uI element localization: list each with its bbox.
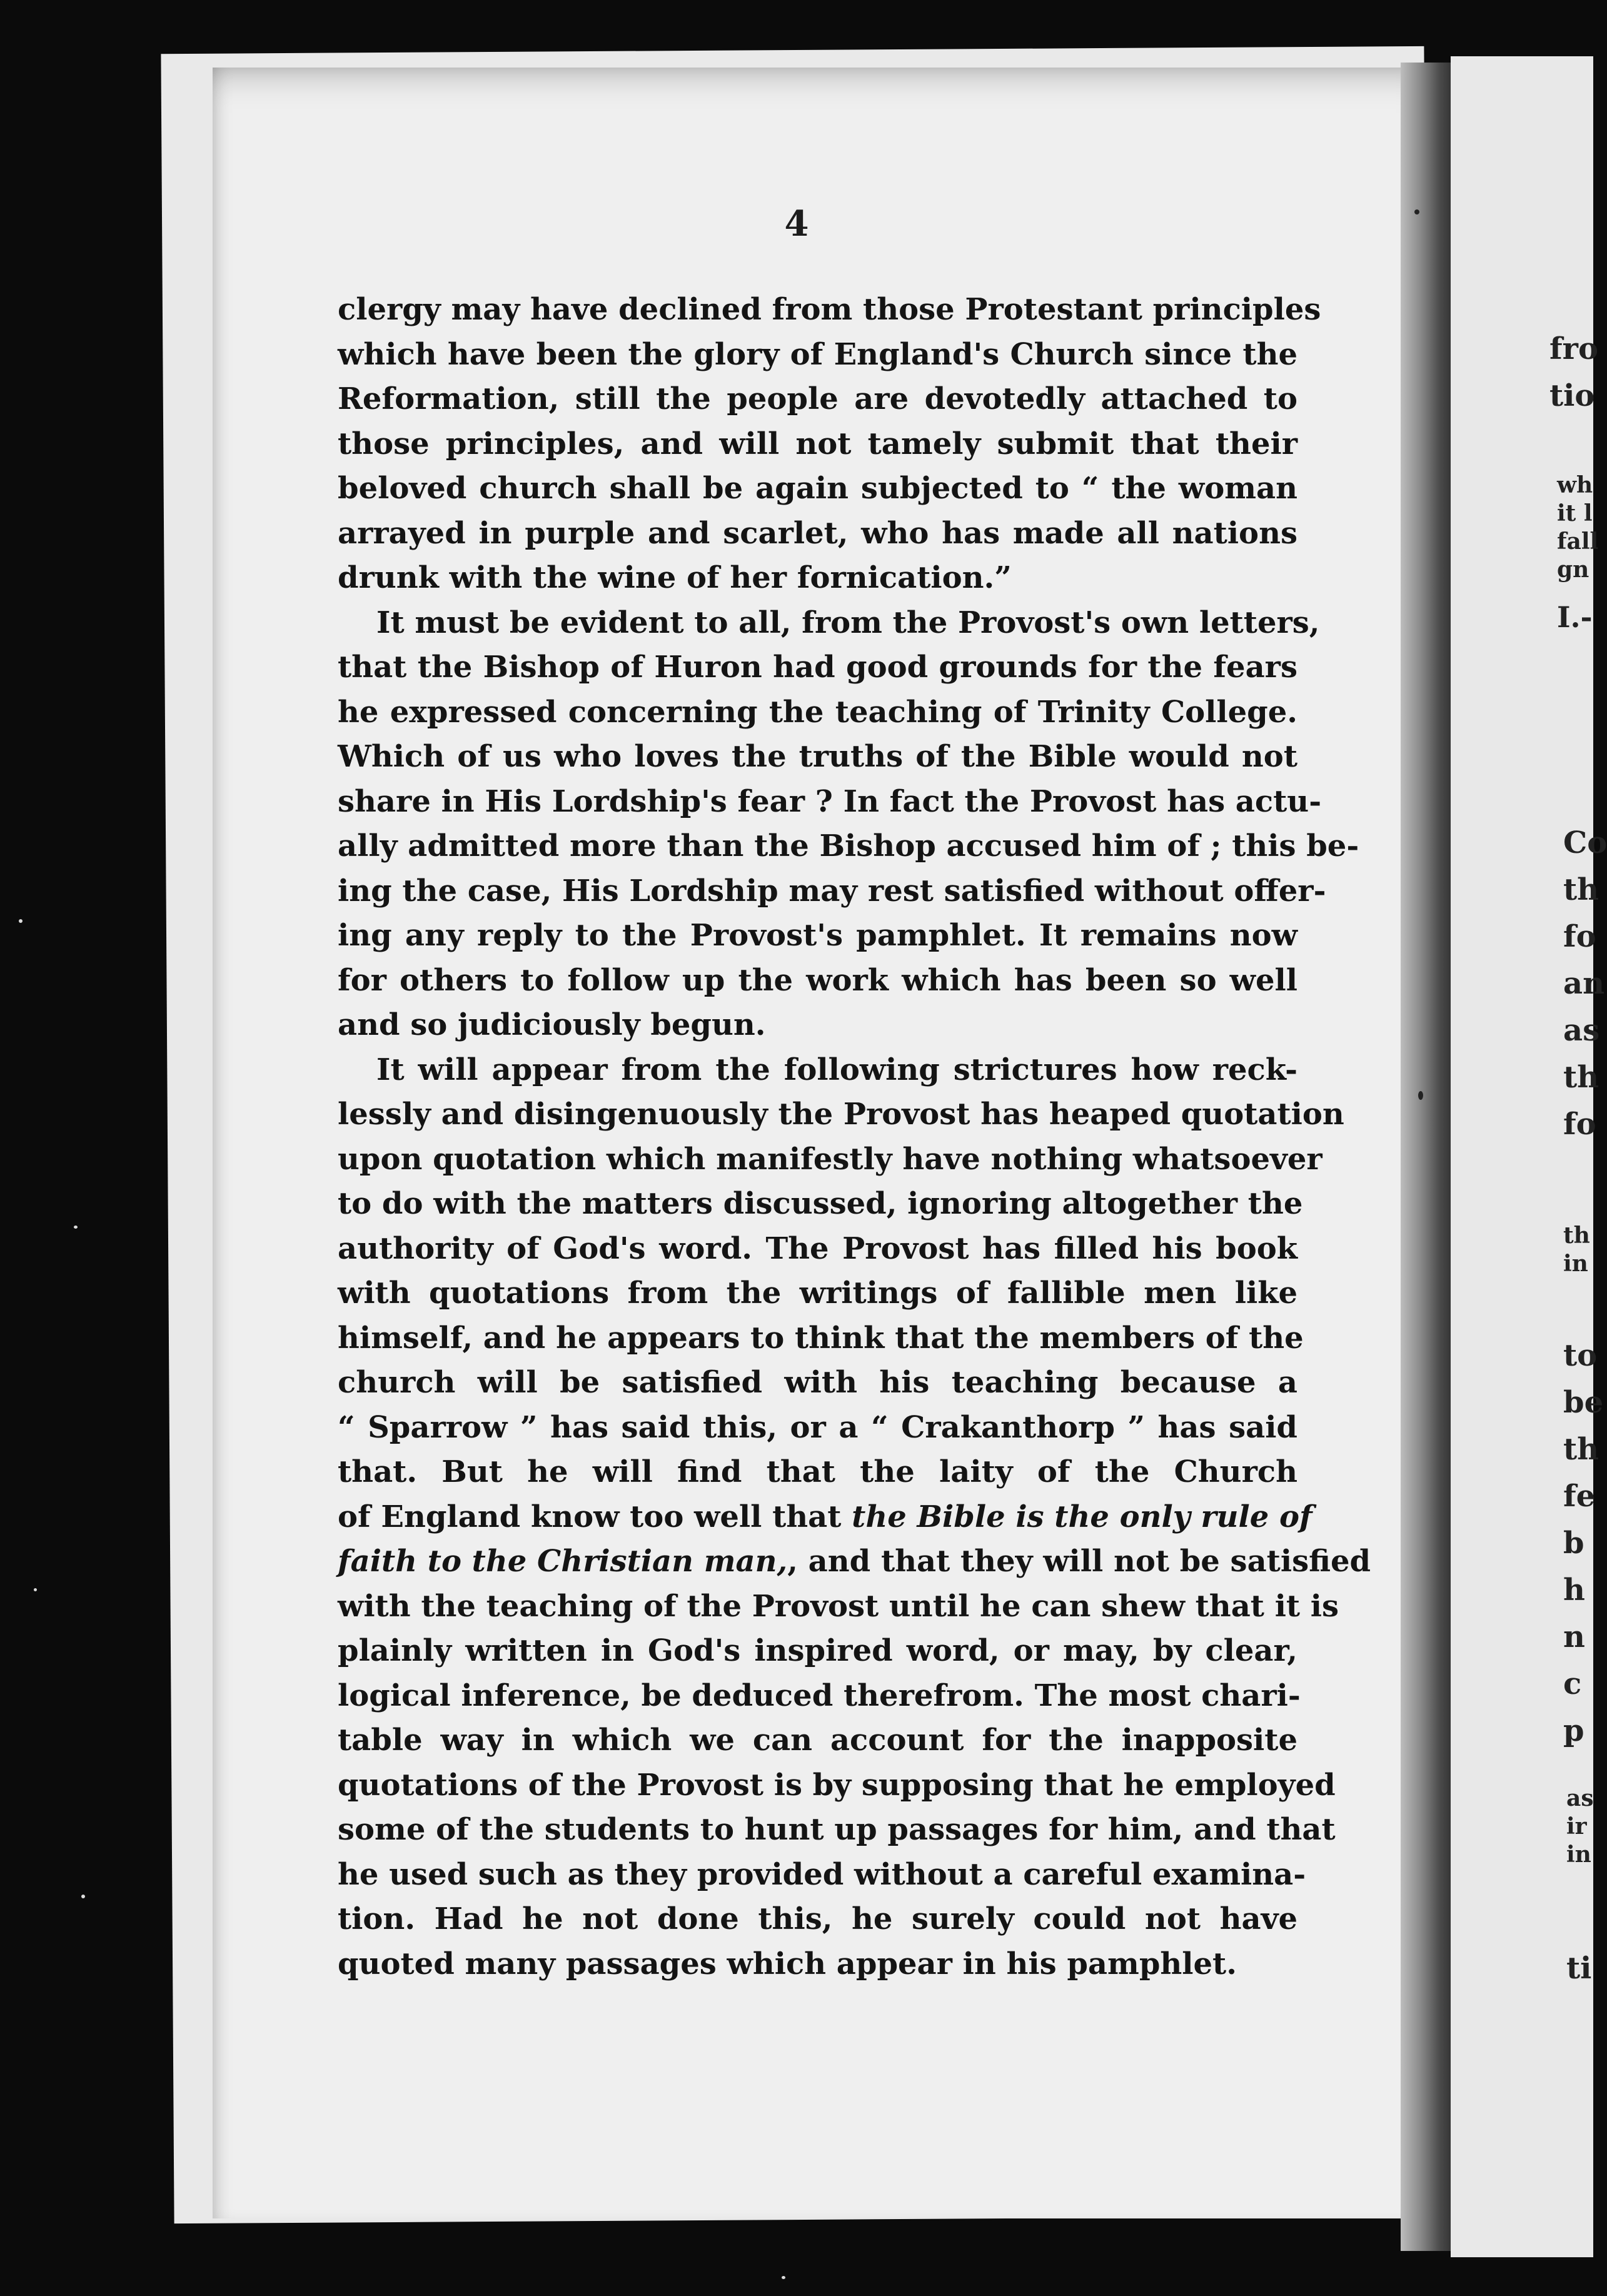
text-line: with quotations from the writings of fallible men like — [338, 1276, 1297, 1311]
facing-fragment: h — [1563, 1573, 1585, 1608]
scan-speck — [19, 919, 23, 923]
text-segment: of England know too well that — [338, 1499, 842, 1534]
facing-fragment: wh — [1557, 472, 1593, 498]
text-line: ing any reply to the Provost's pamphlet. It remains now — [338, 918, 1297, 953]
text-line: those principles, and will not tamely submit that their — [338, 426, 1297, 461]
scan-speck — [34, 1588, 37, 1591]
text-line: beloved church shall be again subjected to “ the woman — [338, 471, 1297, 506]
facing-fragment: as — [1563, 1013, 1600, 1048]
scan-speck — [74, 1226, 78, 1229]
facing-fragment: be — [1563, 1385, 1604, 1420]
binding-gutter-shadow — [1401, 63, 1457, 2251]
page-number: 4 — [784, 203, 809, 244]
facing-fragment: fe — [1563, 1479, 1596, 1514]
text-line: to do with the matters discussed, ignoring altogether the — [338, 1186, 1303, 1221]
facing-fragment: an — [1563, 966, 1604, 1001]
text-line: Which of us who loves the truths of the Bible would not — [338, 739, 1297, 774]
text-line: with the teaching of the Provost until he can shew that it is — [338, 1588, 1339, 1624]
text-line: quoted many passages which appear in his pamphlet. — [338, 1946, 1237, 1981]
text-line: that the Bishop of Huron had good grounds for the fears — [338, 650, 1297, 685]
text-line: he used such as they provided without a careful examina- — [338, 1856, 1306, 1892]
text-line: It will appear from the following strictures how reck- — [376, 1052, 1297, 1087]
text-line: ally admitted more than the Bishop accused him of ; this be- — [338, 828, 1359, 864]
facing-fragment: as — [1566, 1785, 1594, 1811]
text-line: share in His Lordship's fear ? In fact the Provost has actu- — [338, 783, 1322, 819]
scan-speck — [782, 2276, 785, 2279]
text-line: that. But he will find that the laity of the Church — [338, 1454, 1297, 1489]
text-line: It must be evident to all, from the Provost's own letters, — [376, 605, 1320, 640]
scan-speck — [81, 1895, 85, 1898]
text-line: some of the students to hunt up passages for him, and that — [338, 1812, 1336, 1847]
facing-fragment: I.- — [1557, 600, 1593, 634]
text-line: drunk with the wine of her fornication.” — [338, 560, 1012, 595]
facing-fragment: fo — [1563, 1107, 1596, 1142]
facing-fragment: fall — [1557, 528, 1599, 555]
text-line: he expressed concerning the teaching of Trinity College. — [338, 694, 1297, 730]
text-line: upon quotation which manifestly have nothing whatsoever — [338, 1141, 1322, 1177]
facing-fragment: tio — [1549, 378, 1595, 413]
text-line: which have been the glory of England's Church since the — [338, 336, 1297, 372]
italic-phrase: the Bible is the only rule of — [852, 1499, 1312, 1534]
facing-fragment: in — [1566, 1841, 1591, 1868]
text-line: tion. Had he not done this, he surely could not have — [338, 1901, 1297, 1936]
facing-fragment: th — [1563, 872, 1599, 907]
text-line: church will be satisfied with his teaching because a — [338, 1365, 1297, 1400]
scan-speck — [1418, 1091, 1423, 1100]
facing-fragment: fo — [1563, 919, 1596, 954]
facing-fragment: in — [1563, 1251, 1588, 1277]
scan-speck — [1414, 209, 1419, 214]
facing-fragment: b — [1563, 1526, 1584, 1561]
facing-fragment: n — [1563, 1619, 1585, 1654]
text-line: table way in which we can account for the inapposite — [338, 1723, 1297, 1758]
text-line-mixed — [338, 1539, 1371, 1584]
facing-fragment: th — [1563, 1432, 1599, 1467]
text-line: quotations of the Provost is by supposing that he employed — [338, 1767, 1336, 1803]
italic-phrase: faith to the Christian man, — [338, 1544, 788, 1579]
facing-fragment: to — [1563, 1338, 1598, 1373]
text-line-mixed — [338, 1495, 1312, 1540]
text-line: Reformation, still the people are devotedly attached to — [338, 381, 1297, 416]
text-line: plainly written in God's inspired word, or may, by clear, — [338, 1633, 1297, 1668]
facing-fragment: th — [1563, 1222, 1590, 1249]
text-line: for others to follow up the work which has been so well — [338, 962, 1297, 998]
text-line: lessly and disingenuously the Provost has heaped quotation — [338, 1097, 1344, 1132]
body-text — [338, 288, 1371, 1986]
text-line: clergy may have declined from those Protestant principles — [338, 292, 1321, 327]
facing-fragment: p — [1563, 1713, 1584, 1748]
facing-fragment: c — [1563, 1666, 1582, 1701]
text-line: arrayed in purple and scarlet, who has made all nations — [338, 515, 1297, 551]
facing-fragment: gn — [1557, 556, 1589, 583]
text-line: ing the case, His Lordship may rest satisfied without offer- — [338, 873, 1326, 909]
facing-fragment: ti — [1566, 1951, 1592, 1986]
facing-fragment: fro — [1549, 331, 1598, 366]
text-line: authority of God's word. The Provost has filled his book — [338, 1231, 1297, 1266]
text-line: himself, and he appears to think that the members of the — [338, 1320, 1304, 1356]
text-segment: , and that they will not be satisfied — [787, 1544, 1371, 1579]
text-line: “ Sparrow ” has said this, or a “ Crakanthorp ” has said — [338, 1409, 1297, 1445]
facing-fragment: ir — [1566, 1813, 1587, 1840]
text-line: and so judiciously begun. — [338, 1007, 766, 1042]
text-line: logical inference, be deduced therefrom. The most chari- — [338, 1678, 1301, 1713]
facing-fragment: it l — [1557, 500, 1593, 526]
facing-fragment: Co — [1563, 825, 1607, 860]
facing-fragment: th — [1563, 1060, 1599, 1095]
